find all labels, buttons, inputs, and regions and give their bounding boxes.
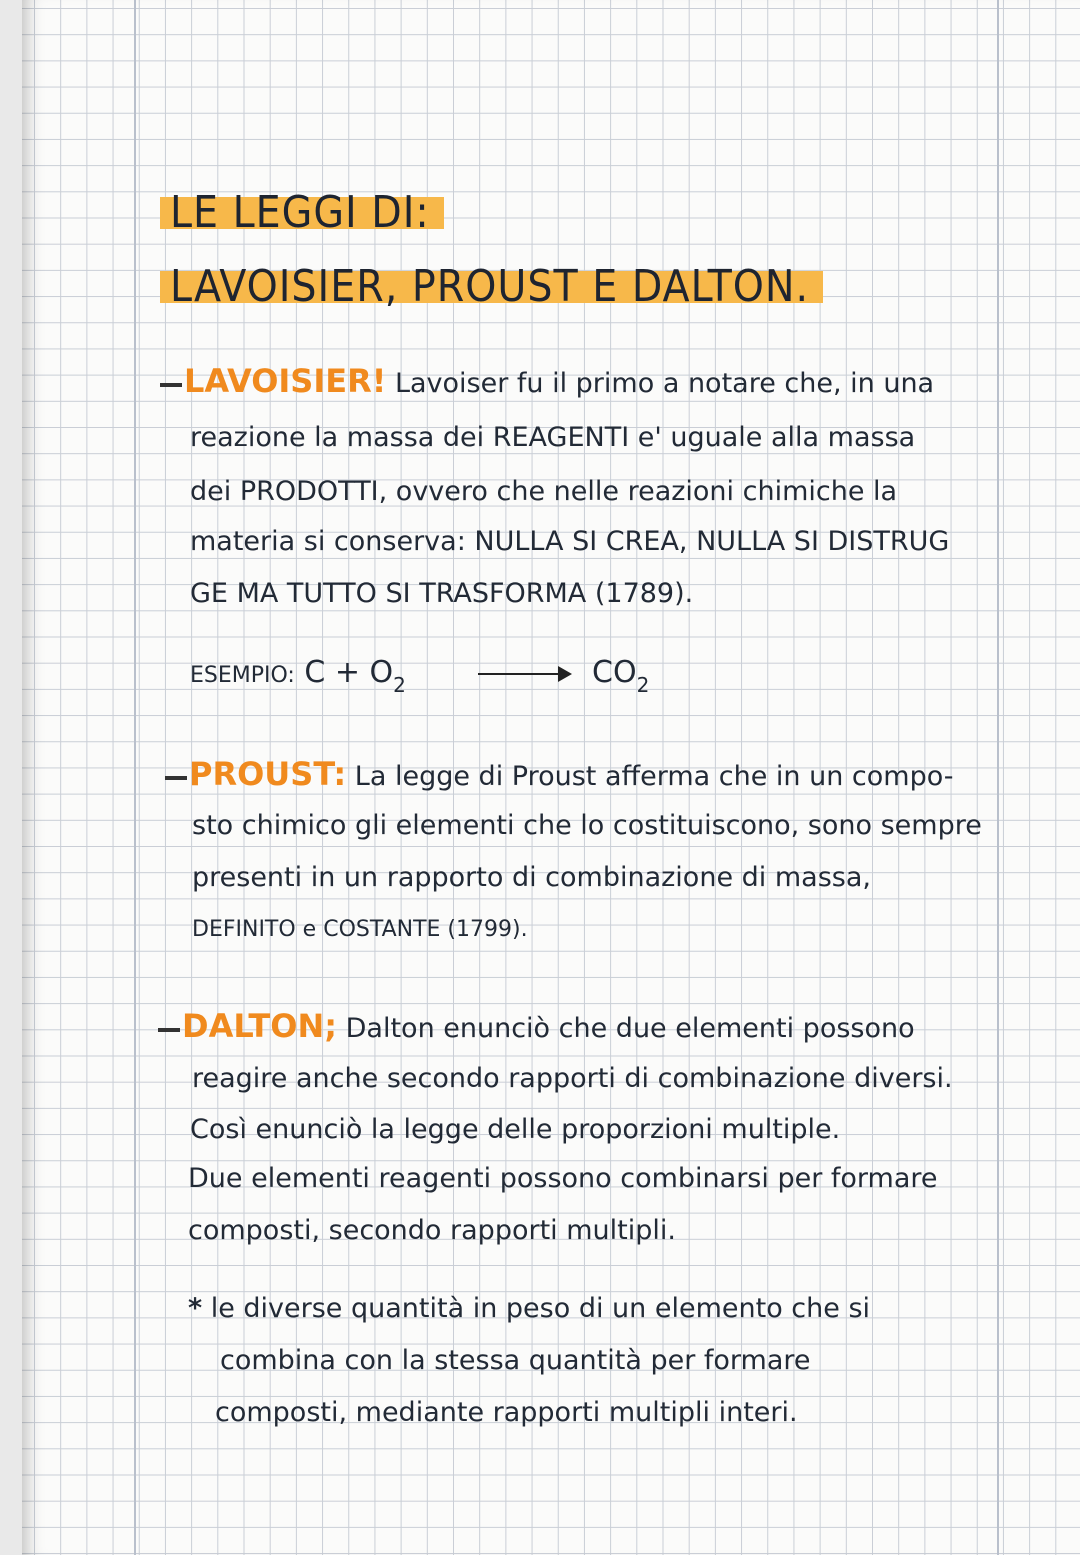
proust-line-0: [165, 755, 954, 793]
lavoisier-heading: LAVOISIER!: [184, 362, 387, 400]
proust-heading: PROUST:: [189, 755, 347, 793]
lavoisier-line-0: [160, 362, 935, 400]
lavoisier-line-4: GE MA TUTTO SI TRASFORMA (1789).: [190, 578, 694, 609]
note-line-1: combina con la stessa quantità per formare: [220, 1345, 811, 1376]
dalton-line-0: [158, 1007, 915, 1045]
dalton-line-4: composti, secondo rapporti multipli.: [188, 1215, 676, 1246]
dalton-line-2: Così enunciò la legge delle proporzioni multiple.: [190, 1114, 841, 1145]
lavoisier-line-1: reazione la massa dei REAGENTI e' uguale alla massa: [190, 422, 916, 453]
example-formula: [190, 655, 406, 697]
dalton-line-1: reagire anche secondo rapporti di combinazione diversi.: [192, 1063, 953, 1094]
lavoisier-text: Lavoiser fu il primo a notare che, in una: [394, 368, 935, 399]
title-line-2: LAVOISIER, PROUST E DALTON.: [160, 261, 823, 312]
dalton-text: Dalton enunciò che due elementi possono: [345, 1013, 915, 1044]
asterisk-icon: *: [188, 1293, 203, 1324]
note-text: le diverse quantità in peso di un elemento che si: [210, 1293, 871, 1324]
title-line-1: LE LEGGI DI:: [160, 187, 444, 238]
example-product: [592, 655, 650, 697]
note-line-2: composti, mediante rapporti multipli interi.: [215, 1397, 798, 1428]
margin-line-right: [997, 0, 999, 1555]
reactant-subscript: 2: [393, 673, 406, 697]
dash-mark: [158, 1028, 180, 1032]
example-reactants: C + O: [304, 655, 394, 690]
product-formula: CO: [592, 655, 637, 690]
proust-line-3: DEFINITO e COSTANTE (1799).: [192, 917, 528, 942]
dalton-heading: DALTON;: [182, 1007, 338, 1045]
dash-mark: [165, 776, 187, 780]
margin-line-left: [134, 0, 136, 1555]
proust-text: La legge di Proust afferma che in un compo-: [354, 761, 954, 792]
reaction-arrow: [478, 673, 570, 675]
dash-mark: [160, 383, 182, 387]
lavoisier-line-2: dei PRODOTTI, ovvero che nelle reazioni chimiche la: [190, 476, 898, 507]
note-line-0: [188, 1293, 870, 1325]
proust-line-1: sto chimico gli elementi che lo costituiscono, sono sempre: [192, 810, 982, 841]
product-subscript: 2: [636, 673, 650, 697]
example-label: ESEMPIO:: [190, 663, 295, 688]
proust-line-2: presenti in un rapporto di combinazione di massa,: [192, 862, 871, 893]
lavoisier-line-3: materia si conserva: NULLA SI CREA, NULLA SI DISTRUG: [190, 526, 950, 557]
page-title: [160, 188, 880, 238]
page-title-2: [160, 262, 880, 312]
dalton-line-3: Due elementi reagenti possono combinarsi per formare: [188, 1163, 938, 1194]
